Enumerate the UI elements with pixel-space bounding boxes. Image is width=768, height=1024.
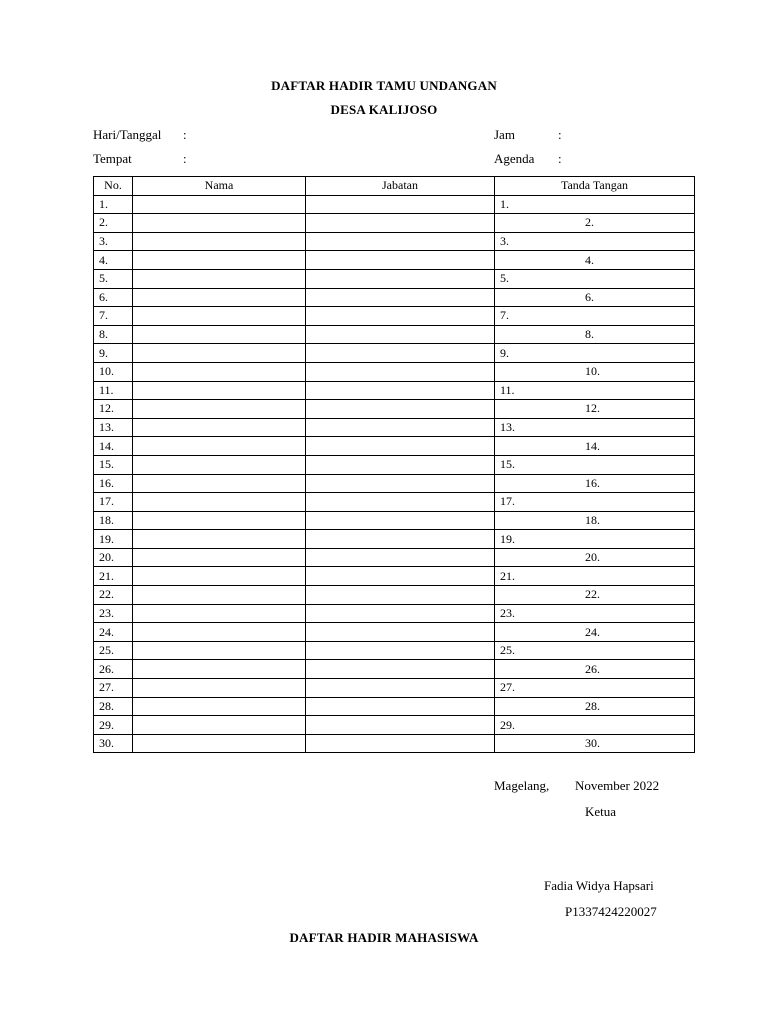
row-number: 10. bbox=[94, 362, 133, 381]
table-row bbox=[94, 269, 695, 288]
tanda-tangan-cell: 16. bbox=[495, 474, 695, 493]
table-row bbox=[94, 362, 695, 381]
tanda-tangan-cell: 6. bbox=[495, 288, 695, 307]
jabatan-cell bbox=[306, 381, 495, 400]
tanda-tangan-cell: 14. bbox=[495, 437, 695, 456]
nama-cell bbox=[133, 474, 306, 493]
table-row bbox=[94, 195, 695, 214]
nama-cell bbox=[133, 548, 306, 567]
tanda-tangan-cell: 4. bbox=[495, 251, 695, 270]
tanda-tangan-cell: 13. bbox=[495, 418, 695, 437]
table-row bbox=[94, 679, 695, 698]
nama-cell bbox=[133, 418, 306, 437]
nama-cell bbox=[133, 604, 306, 623]
nama-cell bbox=[133, 493, 306, 512]
table-row bbox=[94, 455, 695, 474]
tanda-tangan-cell: 21. bbox=[495, 567, 695, 586]
table-row bbox=[94, 251, 695, 270]
tanda-tangan-cell: 5. bbox=[495, 269, 695, 288]
jabatan-cell bbox=[306, 251, 495, 270]
table-row bbox=[94, 511, 695, 530]
nama-cell bbox=[133, 214, 306, 233]
table-row bbox=[94, 641, 695, 660]
nama-cell bbox=[133, 400, 306, 419]
table-row bbox=[94, 530, 695, 549]
nama-cell bbox=[133, 697, 306, 716]
jabatan-cell bbox=[306, 641, 495, 660]
tanda-tangan-cell: 30. bbox=[495, 734, 695, 753]
table-header-row bbox=[94, 177, 695, 196]
row-number: 16. bbox=[94, 474, 133, 493]
jabatan-cell bbox=[306, 214, 495, 233]
table-row bbox=[94, 697, 695, 716]
header-no: No. bbox=[94, 177, 133, 196]
jabatan-cell bbox=[306, 660, 495, 679]
row-number: 30. bbox=[94, 734, 133, 753]
tanda-tangan-cell: 20. bbox=[495, 548, 695, 567]
row-number: 24. bbox=[94, 623, 133, 642]
nama-cell bbox=[133, 679, 306, 698]
row-number: 4. bbox=[94, 251, 133, 270]
row-number: 6. bbox=[94, 288, 133, 307]
jabatan-cell bbox=[306, 474, 495, 493]
jabatan-cell bbox=[306, 530, 495, 549]
nama-cell bbox=[133, 307, 306, 326]
jabatan-cell bbox=[306, 586, 495, 605]
jabatan-cell bbox=[306, 697, 495, 716]
agenda-label: Agenda bbox=[494, 151, 535, 166]
jabatan-cell bbox=[306, 362, 495, 381]
jabatan-cell bbox=[306, 195, 495, 214]
nama-cell bbox=[133, 641, 306, 660]
nama-cell bbox=[133, 567, 306, 586]
jabatan-cell bbox=[306, 716, 495, 735]
tempat-colon: : bbox=[183, 151, 187, 166]
table-row bbox=[94, 586, 695, 605]
row-number: 9. bbox=[94, 344, 133, 363]
row-number: 26. bbox=[94, 660, 133, 679]
tanda-tangan-cell: 26. bbox=[495, 660, 695, 679]
row-number: 7. bbox=[94, 307, 133, 326]
row-number: 23. bbox=[94, 604, 133, 623]
row-number: 27. bbox=[94, 679, 133, 698]
row-number: 28. bbox=[94, 697, 133, 716]
table-row bbox=[94, 418, 695, 437]
table-row bbox=[94, 381, 695, 400]
row-number: 1. bbox=[94, 195, 133, 214]
tanda-tangan-cell: 18. bbox=[495, 511, 695, 530]
tanda-tangan-cell: 7. bbox=[495, 307, 695, 326]
tanda-tangan-cell: 2. bbox=[495, 214, 695, 233]
nama-cell bbox=[133, 251, 306, 270]
row-number: 29. bbox=[94, 716, 133, 735]
table-row bbox=[94, 232, 695, 251]
jabatan-cell bbox=[306, 567, 495, 586]
nama-cell bbox=[133, 195, 306, 214]
tanda-tangan-cell: 19. bbox=[495, 530, 695, 549]
footer-date: November 2022 bbox=[575, 778, 660, 793]
table-row bbox=[94, 734, 695, 753]
tanda-tangan-cell: 24. bbox=[495, 623, 695, 642]
hari-tanggal-label: Hari/Tanggal bbox=[93, 127, 162, 142]
table-row bbox=[94, 214, 695, 233]
footer-place: Magelang, bbox=[494, 778, 550, 793]
table-row bbox=[94, 493, 695, 512]
table-row bbox=[94, 325, 695, 344]
table-row bbox=[94, 400, 695, 419]
jabatan-cell bbox=[306, 437, 495, 456]
attendance-table bbox=[93, 176, 695, 753]
tanda-tangan-cell: 29. bbox=[495, 716, 695, 735]
tanda-tangan-cell: 25. bbox=[495, 641, 695, 660]
jabatan-cell bbox=[306, 232, 495, 251]
jabatan-cell bbox=[306, 418, 495, 437]
tanda-tangan-cell: 22. bbox=[495, 586, 695, 605]
nama-cell bbox=[133, 269, 306, 288]
table-row bbox=[94, 567, 695, 586]
tanda-tangan-cell: 9. bbox=[495, 344, 695, 363]
jabatan-cell bbox=[306, 455, 495, 474]
document-title: DAFTAR HADIR TAMU UNDANGAN bbox=[271, 78, 497, 93]
tanda-tangan-cell: 11. bbox=[495, 381, 695, 400]
tanda-tangan-cell: 27. bbox=[495, 679, 695, 698]
table-row bbox=[94, 604, 695, 623]
row-number: 18. bbox=[94, 511, 133, 530]
table-row bbox=[94, 288, 695, 307]
footer-role: Ketua bbox=[585, 804, 617, 819]
table-row bbox=[94, 548, 695, 567]
hari-tanggal-colon: : bbox=[183, 127, 187, 142]
header-nama: Nama bbox=[133, 177, 306, 196]
nama-cell bbox=[133, 288, 306, 307]
document-subtitle: DESA KALIJOSO bbox=[330, 102, 438, 117]
jabatan-cell bbox=[306, 734, 495, 753]
row-number: 14. bbox=[94, 437, 133, 456]
nama-cell bbox=[133, 344, 306, 363]
next-section-title: DAFTAR HADIR MAHASISWA bbox=[289, 930, 479, 945]
jabatan-cell bbox=[306, 623, 495, 642]
tanda-tangan-cell: 28. bbox=[495, 697, 695, 716]
row-number: 19. bbox=[94, 530, 133, 549]
table-row bbox=[94, 660, 695, 679]
nama-cell bbox=[133, 325, 306, 344]
nama-cell bbox=[133, 530, 306, 549]
row-number: 21. bbox=[94, 567, 133, 586]
jabatan-cell bbox=[306, 511, 495, 530]
row-number: 25. bbox=[94, 641, 133, 660]
row-number: 17. bbox=[94, 493, 133, 512]
nama-cell bbox=[133, 437, 306, 456]
table-row bbox=[94, 716, 695, 735]
agenda-colon: : bbox=[558, 151, 562, 166]
nama-cell bbox=[133, 716, 306, 735]
jabatan-cell bbox=[306, 344, 495, 363]
tanda-tangan-cell: 3. bbox=[495, 232, 695, 251]
jabatan-cell bbox=[306, 307, 495, 326]
jabatan-cell bbox=[306, 400, 495, 419]
header-tanda-tangan: Tanda Tangan bbox=[495, 177, 695, 196]
row-number: 20. bbox=[94, 548, 133, 567]
tempat-label: Tempat bbox=[93, 151, 132, 166]
row-number: 15. bbox=[94, 455, 133, 474]
tanda-tangan-cell: 23. bbox=[495, 604, 695, 623]
nama-cell bbox=[133, 511, 306, 530]
tanda-tangan-cell: 12. bbox=[495, 400, 695, 419]
table-row bbox=[94, 344, 695, 363]
row-number: 5. bbox=[94, 269, 133, 288]
jam-label: Jam bbox=[494, 127, 515, 142]
row-number: 22. bbox=[94, 586, 133, 605]
nama-cell bbox=[133, 586, 306, 605]
jabatan-cell bbox=[306, 288, 495, 307]
row-number: 13. bbox=[94, 418, 133, 437]
jabatan-cell bbox=[306, 679, 495, 698]
nama-cell bbox=[133, 362, 306, 381]
jabatan-cell bbox=[306, 548, 495, 567]
table-row bbox=[94, 474, 695, 493]
tanda-tangan-cell: 17. bbox=[495, 493, 695, 512]
row-number: 2. bbox=[94, 214, 133, 233]
jabatan-cell bbox=[306, 325, 495, 344]
nama-cell bbox=[133, 734, 306, 753]
table-row bbox=[94, 437, 695, 456]
table-row bbox=[94, 307, 695, 326]
nama-cell bbox=[133, 623, 306, 642]
nama-cell bbox=[133, 660, 306, 679]
row-number: 12. bbox=[94, 400, 133, 419]
header-jabatan: Jabatan bbox=[306, 177, 495, 196]
row-number: 3. bbox=[94, 232, 133, 251]
tanda-tangan-cell: 10. bbox=[495, 362, 695, 381]
jabatan-cell bbox=[306, 604, 495, 623]
row-number: 11. bbox=[94, 381, 133, 400]
tanda-tangan-cell: 1. bbox=[495, 195, 695, 214]
jabatan-cell bbox=[306, 493, 495, 512]
nama-cell bbox=[133, 455, 306, 474]
jabatan-cell bbox=[306, 269, 495, 288]
signer-name: Fadia Widya Hapsari bbox=[544, 878, 654, 893]
signer-id: P1337424220027 bbox=[565, 904, 657, 919]
nama-cell bbox=[133, 381, 306, 400]
tanda-tangan-cell: 15. bbox=[495, 455, 695, 474]
row-number: 8. bbox=[94, 325, 133, 344]
table-row bbox=[94, 623, 695, 642]
jam-colon: : bbox=[558, 127, 562, 142]
tanda-tangan-cell: 8. bbox=[495, 325, 695, 344]
nama-cell bbox=[133, 232, 306, 251]
